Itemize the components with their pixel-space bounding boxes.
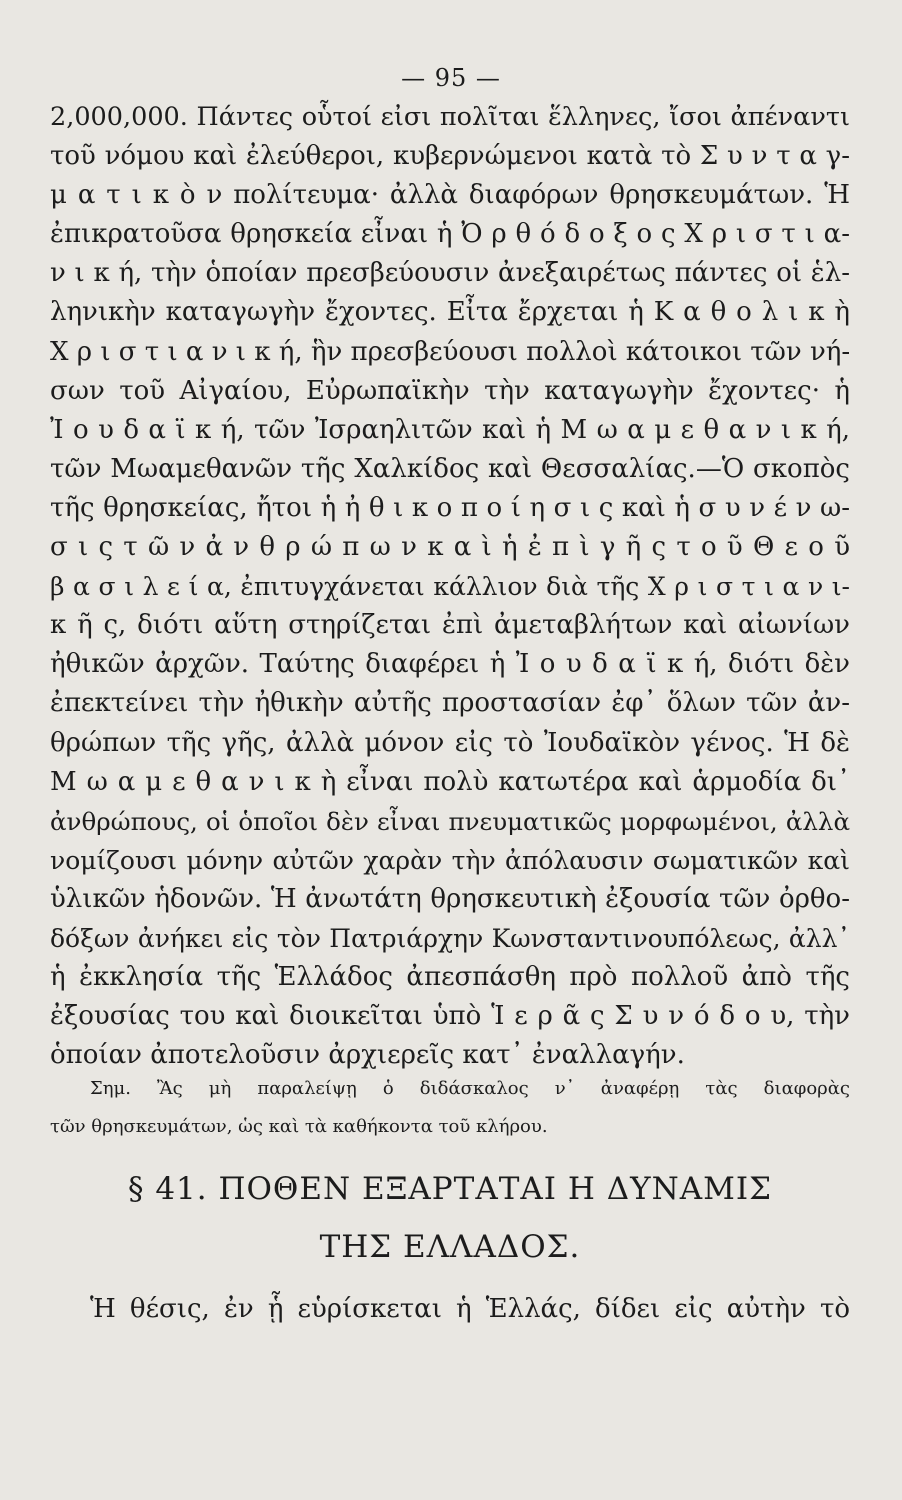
section-heading-line: ΤΗΣ ΕΛΛΑΔΟΣ. <box>319 1229 581 1265</box>
text-line: δόξων ἀνήκει εἰς τὸν Πατριάρχην Κωνσταντινουπόλεως, ἀλλ᾽ <box>50 923 850 953</box>
section-heading <box>50 1160 850 1276</box>
text-line: Χ ρ ι σ τ ι α ν ι κ ή, ἣν πρεσβεύουσι πολλοὶ κάτοικοι τῶν νή- <box>50 336 851 367</box>
text-line: τοῦ νόμου καὶ ἐλεύθεροι, κυβερνώμενοι κατὰ τὸ Σ υ ν τ α γ- <box>50 141 850 172</box>
body-paragraph <box>50 98 850 1075</box>
footnote-line: τῶν θρησκευμάτων, ὡς καὶ τὰ καθήκοντα τοῦ κλήρου. <box>50 1116 548 1137</box>
text-line: θρώπων τῆς γῆς, ἀλλὰ μόνον εἰς τὸ Ἰουδαϊκὸν γένος. Ἡ δὲ <box>50 727 850 758</box>
text-line: β α σ ι λ ε ί α, ἐπιτυγχάνεται κάλλιον διὰ τῆς Χ ρ ι σ τ ι α ν ι- <box>50 572 850 602</box>
text-line: ἐξουσίας του καὶ διοικεῖται ὑπὸ Ἱ ε ρ ᾶ ς Σ υ ν ό δ ο υ, τὴν <box>50 1001 850 1032</box>
footnote <box>50 1070 850 1146</box>
text-line: σ ι ς τ ῶ ν ἀ ν θ ρ ώ π ω ν κ α ὶ ἡ ἐ π ὶ γ ῆ ς τ ο ῦ Θ ε ο ῦ <box>50 532 850 563</box>
footnote-line: Σημ. Ἂς μὴ παραλείψῃ ὁ διδάσκαλος ν᾽ ἀναφέρῃ τὰς διαφορὰς <box>90 1078 850 1099</box>
text-line: ἐπικρατοῦσα θρησκεία εἶναι ἡ Ὀ ρ θ ό δ ο ξ ο ς Χ ρ ι σ τ ι α- <box>50 219 850 250</box>
text-line: Ἡ θέσις, ἐν ᾗ εὑρίσκεται ἡ Ἑλλάς, δίδει εἰς αὐτὴν τὸ <box>90 1294 850 1324</box>
section-heading-line: § 41. ΠΟΘΕΝ ΕΞΑΡΤΑΤΑΙ Η ΔΥΝΑΜΙΣ <box>127 1171 773 1207</box>
text-line: ὁποίαν ἀποτελοῦσιν ἀρχιερεῖς κατ᾽ ἐναλλαγήν. <box>50 1040 685 1071</box>
section-paragraph <box>50 1290 850 1329</box>
text-line: ἠθικῶν ἀρχῶν. Ταύτης διαφέρει ἡ Ἰ ο υ δ α ϊ κ ή, διότι δὲν <box>50 649 850 680</box>
text-line: ἐπεκτείνει τὴν ἠθικὴν αὐτῆς προστασίαν ἐφ᾽ ὅλων τῶν ἀν- <box>50 688 850 719</box>
text-line: ἡ ἐκκλησία τῆς Ἑλλάδος ἀπεσπάσθη πρὸ πολλοῦ ἀπὸ τῆς <box>50 962 850 993</box>
text-line: Ἰ ο υ δ α ϊ κ ή, τῶν Ἰσραηλιτῶν καὶ ἡ Μ ω α μ ε θ α ν ι κ ή, <box>50 414 850 445</box>
text-line: 2,000,000. Πάντες οὗτοί εἰσι πολῖται ἕλληνες, ἴσοι ἀπέναντι <box>50 102 850 132</box>
text-line: τῶν Μωαμεθανῶν τῆς Χαλκίδος καὶ Θεσσαλίας.—Ὁ σκοπὸς <box>50 453 850 484</box>
text-line: κ ῆ ς, διότι αὕτη στηρίζεται ἐπὶ ἀμεταβλήτων καὶ αἰωνίων <box>50 610 850 641</box>
text-line: νομίζουσι μόνην αὐτῶν χαρὰν τὴν ἀπόλαυσιν σωματικῶν καὶ <box>50 845 850 875</box>
text-line: ληνικὴν καταγωγὴν ἔχοντες. Εἶτα ἔρχεται ἡ Κ α θ ο λ ι κ ὴ <box>50 297 850 328</box>
page-number: — 95 — <box>401 64 501 92</box>
text-line: Μ ω α μ ε θ α ν ι κ ὴ εἶναι πολὺ κατωτέρα καὶ ἁρμοδία δι᾽ <box>50 766 850 797</box>
text-line: ν ι κ ή, τὴν ὁποίαν πρεσβεύουσιν ἀνεξαιρέτως πάντες οἱ ἑλ- <box>50 258 850 289</box>
text-line: ἀνθρώπους, οἱ ὁποῖοι δὲν εἶναι πνευματικῶς μορφωμένοι, ἀλλὰ <box>50 806 850 836</box>
text-line: ὑλικῶν ἡδονῶν. Ἡ ἀνωτάτη θρησκευτικὴ ἐξουσία τῶν ὀρθο- <box>50 883 850 914</box>
text-line: τῆς θρησκείας, ἤτοι ἡ ἠ θ ι κ ο π ο ί η σ ι ς καὶ ἡ σ υ ν έ ν ω- <box>50 492 850 523</box>
text-line: μ α τ ι κ ὸ ν πολίτευμα· ἀλλὰ διαφόρων θρησκευμάτων. Ἡ <box>50 180 850 211</box>
text-line: σων τοῦ Αἰγαίου, Εὐρωπαϊκὴν τὴν καταγωγὴν ἔχοντες· ἡ <box>50 375 850 406</box>
